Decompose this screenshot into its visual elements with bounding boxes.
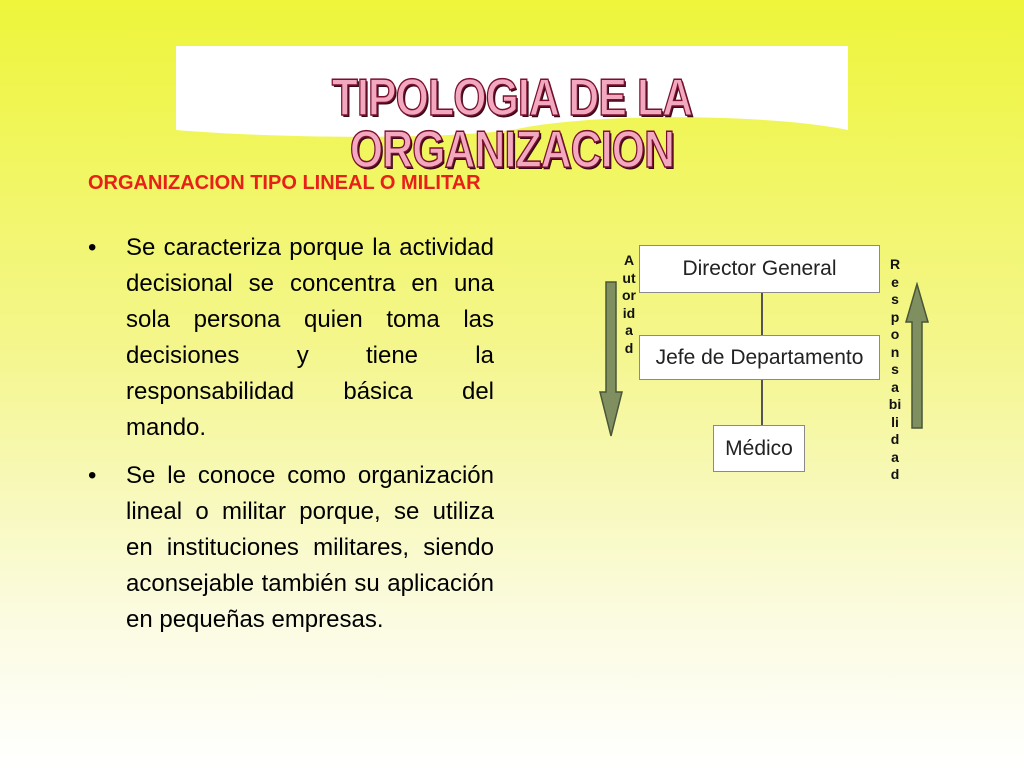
bullet-text: Se le conoce como organización lineal o militar porque, se utiliza en instituciones militares, siendo aconsejable también su aplicación en pequeñas empresas.: [126, 462, 494, 633]
box-jefe-departamento: Jefe de Departamento: [639, 335, 880, 380]
bullet-icon: •: [88, 462, 97, 489]
section-subtitle: ORGANIZACION TIPO LINEAL O MILITAR: [88, 172, 481, 194]
page-title: TIPOLOGIA DE LA ORGANIZACION: [331, 69, 693, 179]
box-director-general: Director General: [639, 245, 880, 293]
bullet-icon: •: [88, 234, 97, 261]
responsabilidad-label: Responsabilidad: [888, 256, 902, 482]
title-banner: [172, 42, 852, 179]
arrow-down-icon: [598, 280, 624, 440]
connector-line: [761, 293, 763, 335]
connector-line: [761, 380, 763, 425]
arrow-up-icon: [904, 282, 930, 430]
autoridad-label: Autoridad: [622, 252, 636, 356]
list-item: [88, 458, 494, 638]
bullet-text: Se caracteriza porque la actividad decisional se concentra en una sola persona quien toma las decisiones y tiene la responsabilidad básica del mando.: [126, 234, 494, 441]
box-medico: Médico: [713, 425, 805, 472]
bullet-list: [88, 230, 494, 650]
list-item: [88, 230, 494, 446]
